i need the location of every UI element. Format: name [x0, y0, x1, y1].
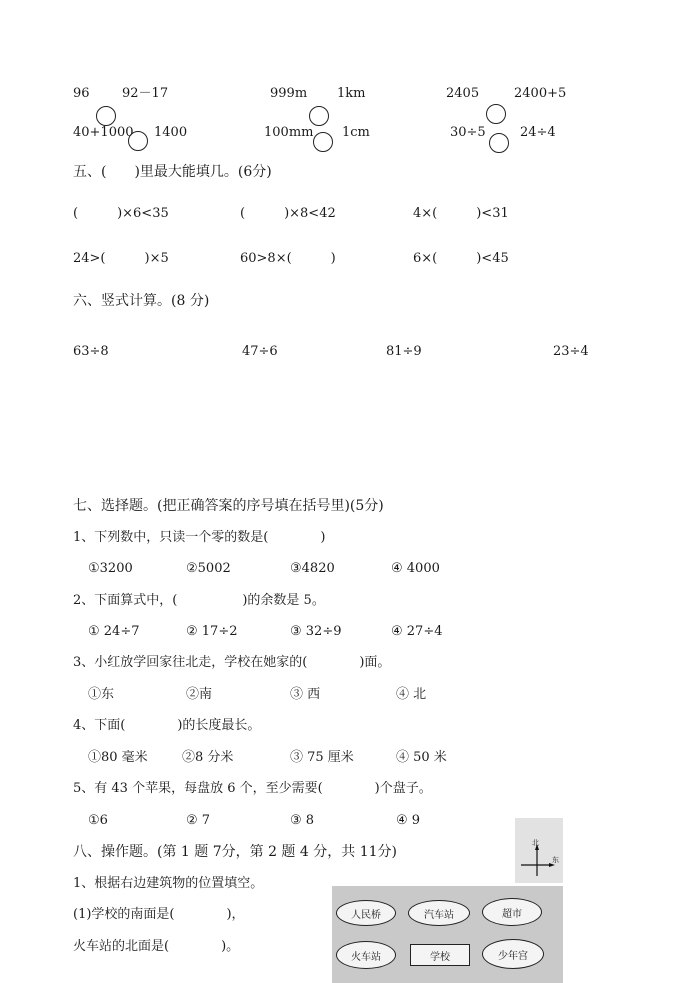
- option[interactable]: ④ 北: [396, 687, 427, 702]
- map-building: 超市: [482, 898, 542, 926]
- compass-arrows-icon: [515, 818, 563, 883]
- option[interactable]: ①东: [88, 687, 115, 702]
- compare-circle[interactable]: [489, 133, 509, 153]
- question-2: 2、下面算式中，( )的余数是 5。: [73, 593, 325, 608]
- compare-item: 92－17: [122, 86, 169, 101]
- map-building: 人民桥: [336, 900, 396, 926]
- section-8-heading: 八、操作题。(第 1 题 7分，第 2 题 4 分，共 11分): [73, 844, 397, 860]
- compare-circle[interactable]: [313, 132, 333, 152]
- option[interactable]: ③ 西: [290, 687, 321, 702]
- operation-question-1: 1、根据右边建筑物的位置填空。: [73, 876, 264, 891]
- question-3: 3、小红放学回家往北走，学校在她家的( )面。: [73, 655, 391, 670]
- compass-north-label: 北: [532, 839, 539, 847]
- compare-circle[interactable]: [309, 106, 329, 126]
- operation-sub-1[interactable]: (1)学校的南面是( )，: [73, 907, 245, 922]
- compass: [515, 818, 563, 883]
- compare-circle[interactable]: [96, 106, 116, 126]
- compare-item: 1km: [337, 86, 366, 101]
- fill-in-item[interactable]: ( )×6<35: [73, 206, 169, 221]
- vertical-calc-item: 63÷8: [73, 344, 109, 359]
- option[interactable]: ④ 27÷4: [391, 624, 443, 639]
- compare-item: 96: [73, 86, 90, 101]
- vertical-calc-item: 47÷6: [242, 344, 278, 359]
- option[interactable]: ③ 32÷9: [290, 624, 342, 639]
- building-map: [332, 886, 563, 983]
- option[interactable]: ②5002: [186, 561, 231, 576]
- fill-in-item[interactable]: 24>( )×5: [73, 251, 169, 266]
- compare-item: 1cm: [342, 125, 370, 140]
- option[interactable]: ④ 9: [396, 813, 421, 828]
- fill-in-item[interactable]: 4×( )<31: [413, 206, 509, 221]
- option[interactable]: ② 17÷2: [186, 624, 238, 639]
- section-5-heading: 五、( )里最大能填几。(6分): [73, 164, 272, 180]
- question-4: 4、下面( )的长度最长。: [73, 718, 261, 733]
- option[interactable]: ① 24÷7: [88, 624, 140, 639]
- option[interactable]: ② 7: [186, 813, 211, 828]
- section-6-heading: 六、竖式计算。(8 分): [73, 293, 210, 309]
- option[interactable]: ④ 4000: [391, 561, 440, 576]
- map-building: 汽车站: [408, 900, 470, 926]
- option[interactable]: ③ 8: [290, 813, 315, 828]
- option[interactable]: ①6: [88, 813, 108, 828]
- option[interactable]: ②8 分米: [182, 750, 234, 765]
- fill-in-item[interactable]: 6×( )<45: [413, 251, 509, 266]
- vertical-calc-item: 23÷4: [553, 344, 589, 359]
- operation-sub-2[interactable]: 火车站的北面是( )。: [73, 939, 240, 954]
- compass-east-label: 东: [552, 856, 559, 864]
- map-building: 少年宫: [482, 939, 544, 969]
- compare-circle[interactable]: [128, 131, 148, 151]
- option[interactable]: ③ 75 厘米: [290, 750, 354, 765]
- compare-item: 40+1000: [73, 125, 134, 140]
- option[interactable]: ②南: [186, 687, 213, 702]
- option[interactable]: ①3200: [88, 561, 133, 576]
- fill-in-item[interactable]: ( )×8<42: [240, 206, 336, 221]
- compare-item: 2405: [446, 86, 480, 101]
- compare-item: 30÷5: [450, 125, 486, 140]
- compare-item: 999m: [270, 86, 308, 101]
- fill-in-item[interactable]: 60>8×( ): [240, 251, 336, 266]
- compare-item: 100mm: [264, 125, 314, 140]
- option[interactable]: ①80 毫米: [88, 750, 148, 765]
- compare-item: 24÷4: [520, 125, 556, 140]
- option[interactable]: ④ 50 米: [396, 750, 447, 765]
- map-building: 火车站: [336, 941, 396, 969]
- compare-item: 1400: [154, 125, 188, 140]
- vertical-calc-item: 81÷9: [386, 344, 422, 359]
- compare-item: 2400+5: [514, 86, 567, 101]
- section-7-heading: 七、选择题。(把正确答案的序号填在括号里)(5分): [73, 498, 384, 514]
- compare-circle[interactable]: [486, 104, 506, 124]
- option[interactable]: ③4820: [290, 561, 335, 576]
- question-5: 5、有 43 个苹果，每盘放 6 个，至少需要( )个盘子。: [73, 781, 432, 796]
- question-1: 1、下列数中，只读一个零的数是( ): [73, 530, 326, 545]
- map-building: 学校: [410, 944, 470, 966]
